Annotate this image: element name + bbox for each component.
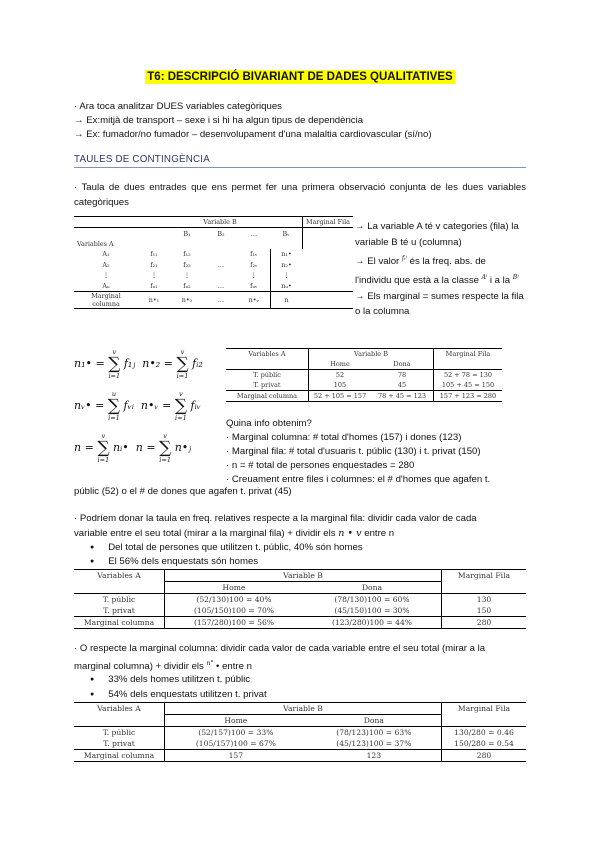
paragraph-relative-col-2: marginal columna) + dividir els $^{n^\circ}$ • entre n (74, 660, 252, 673)
t2-sub: Dona (371, 359, 434, 370)
title-text: T6: DESCRIPCIÓ BIVARIANT DE DADES QUALITATIVES (147, 71, 453, 83)
t3-cell: (78/130)100 = 60% (303, 594, 442, 606)
t2-cell: 78 (371, 370, 434, 381)
bullet-item: ● El 56% dels enquestats són homes (90, 556, 258, 567)
t1-footer-cell: n•ᵥ (238, 291, 270, 308)
t1-cell: A₂ (102, 260, 110, 269)
t3-h3: Marginal Fila (457, 571, 511, 581)
bullet-item: ● 54% dels enquestats utilitzen t. privat (90, 689, 267, 700)
info-item: · Creuament entre files i columnes: el # d'homes que agafen t. (226, 474, 491, 485)
info-block (226, 417, 526, 487)
t1-cell: f₁₂ (183, 250, 191, 259)
t1-cell: f₂₁ (150, 260, 158, 269)
info-item: · n = # total de persones enquestades = 280 (226, 460, 415, 471)
t1-cell: f₁ᵥ (238, 249, 270, 259)
t2-cell: 52 (335, 371, 345, 379)
t3-cell: T. públic (74, 594, 165, 606)
t4-sub: Dona (307, 715, 442, 727)
t3-footer: (157/280)100 = 56% (193, 618, 275, 627)
info-item: · Marginal fila: # total d'usuaris t. públic (130) i t. privat (150) (226, 446, 481, 457)
t3-footer: (123/280)100 = 44% (303, 617, 442, 629)
t1-cell: ⋮ (238, 270, 270, 280)
t2-footer: 157 + 123 = 280 (439, 392, 497, 400)
paragraph-relative-row-2: variable entre el seu total (mirar a la marginal fila) + dividir els n • v entre n (74, 528, 395, 539)
formula-block (74, 348, 203, 474)
t4-h2: Variable B (165, 703, 442, 715)
t4-footer: 157 (228, 751, 244, 760)
t3-sub: Home (165, 582, 304, 594)
notes-right (355, 219, 525, 320)
t3-h2: Variable B (165, 570, 442, 582)
t2-h2: Variable B (309, 349, 434, 360)
note-value: → El valor $^{fᵢʲ}$ és la freq. abs. de l'individu que està a la classe $^{A^i}$ i a la $^{Bʲ}$ (355, 254, 519, 286)
info-continuation: públic (52) o el # de dones que agafen t. privat (45) (74, 486, 292, 497)
t3-footer: 280 (476, 618, 492, 627)
intro-line-2: → Ex:mitjà de transport – sexe i si hi ha algun tipus de dependència (74, 115, 364, 126)
t1-header-marginal: Marginal Fila (306, 218, 350, 227)
t4-sub: Home (165, 715, 307, 727)
section-divider (74, 167, 526, 168)
formula-row-2: nᵥ• = u ∑ i=1 fᵥᵢ n•ᵥ = v ∑ i=1 fᵢᵥ (74, 390, 201, 422)
t2-h3: Marginal Fila (445, 350, 491, 358)
t3-cell: 150 (476, 606, 492, 615)
t2-cell: 52 + 78 = 130 (443, 371, 493, 379)
t1-cell: … (217, 281, 225, 290)
t1-cell (204, 270, 238, 280)
t1-cell: nᵤ• (281, 281, 292, 290)
paragraph-contingency: · Taula de dues entrades que ens permet fer una primera observació conjunta de les dues variables categòriques (74, 182, 526, 208)
t4-h1: Variables A (74, 703, 165, 715)
info-item: · Marginal columna: # total d'homes (157) i dones (123) (226, 432, 462, 443)
section-heading: TAULES DE CONTINGÈNCIA (74, 154, 210, 165)
t4-footer: 280 (476, 751, 492, 760)
formula-row-3: n = v ∑ i=1 nᵢ• n = v ∑ i=1 n•ⱼ (74, 432, 192, 464)
t1-row-var-a: Variables A (77, 239, 114, 248)
intro-line-1: · Ara toca analitzar DUES variables categòriques (74, 101, 282, 112)
t4-cell: (45/123)100 = 37% (307, 738, 442, 750)
intro-line-3: → Ex: fumador/no fumador – desenvolupament d'una malaltia cardiovascular (sí/no) (74, 129, 432, 140)
t4-cell: (105/157)100 = 67% (195, 739, 276, 748)
t1-col-dots: … (250, 229, 258, 238)
formula-row-1: n₁• = v ∑ i=1 f₁ⱼ n•₂ = v ∑ i=1 fᵢ₂ (74, 348, 203, 380)
t1-cell: f₁₁ (150, 250, 158, 259)
t1-cell: n₁• (281, 250, 292, 259)
t1-cell: fᵤ₁ (150, 281, 158, 290)
t1-cell: n₂• (281, 260, 292, 269)
t4-footer: 123 (307, 750, 442, 762)
relative-row-table (74, 569, 526, 629)
t2-cell: 105 + 45 = 150 (441, 381, 495, 389)
t4-cell: (52/157)100 = 33% (198, 728, 274, 737)
t2-cell: T. privat (226, 380, 309, 391)
note-marginal: → Els marginal = sumes respecte la fila o la columna (355, 290, 524, 318)
t1-cell: ⋮ (283, 271, 290, 280)
t4-cell: T. privat (74, 738, 165, 750)
t4-footer: Marginal columna (74, 750, 165, 762)
t3-cell: T. privat (74, 605, 165, 617)
t3-cell: (52/130)100 = 40% (196, 595, 272, 604)
page-title (0, 71, 600, 83)
t2-cell: T. públic (226, 370, 309, 381)
t1-cell: ⋮ (183, 271, 191, 280)
t4-cell: (78/123)100 = 63% (307, 727, 442, 739)
relative-column-table (74, 702, 526, 762)
t1-cell: ⋮ (150, 271, 158, 280)
t4-cell: 150/280 = 0.54 (454, 739, 514, 748)
example-absolute-table (226, 348, 502, 402)
t2-h1: Variables A (226, 349, 309, 360)
t3-cell: 130 (476, 595, 492, 604)
t1-footer-cell: n (284, 295, 289, 304)
t1-cell: fᵤᵥ (238, 280, 270, 291)
t3-sub: Dona (303, 582, 442, 594)
t1-cell: f₂ᵥ (238, 260, 270, 270)
t3-footer: Marginal columna (74, 617, 165, 629)
t2-sub: Home (330, 360, 350, 368)
t2-cell: 45 (371, 380, 434, 391)
t1-footer-cell: … (217, 295, 225, 304)
t2-cell: 105 (333, 381, 347, 389)
bullet-item: ● 33% dels homes utilitzen t. públic (90, 674, 250, 685)
t1-cell: Aᵤ (102, 281, 110, 290)
paragraph-relative-row-1: · Podríem donar la taula en freq. relatives respecte a la marginal fila: dividir cada valor de cada (74, 513, 477, 524)
paragraph-relative-col-1: · O respecte la marginal columna: dividir cada valor de cada variable entre el seu total (mirar a la (74, 643, 486, 654)
t2-footer: 52 + 105 = 157 (313, 392, 367, 400)
t1-col-bv: Bᵥ (270, 228, 303, 239)
generic-contingency-table (74, 216, 353, 309)
t1-cell: f₂₂ (183, 260, 191, 269)
t2-footer: Marginal columna (226, 391, 309, 402)
t1-header-var-b: Variable B (138, 217, 303, 228)
t1-cell: … (217, 260, 225, 269)
t3-cell: (105/150)100 = 70% (193, 606, 275, 615)
t4-h3: Marginal Fila (457, 704, 511, 714)
bullet-item: ● Del total de persones que utilitzen t. públic, 40% són homes (90, 542, 363, 553)
t3-cell: (45/150)100 = 30% (303, 605, 442, 617)
t1-footer-cell: n•₁ (148, 295, 160, 304)
t1-cell: fᵤ₂ (183, 281, 191, 290)
t1-footer-cell: Marginal columna (91, 291, 121, 308)
t2-footer: 78 + 45 = 123 (371, 391, 434, 402)
t1-footer-cell: n•₂ (181, 295, 193, 304)
t1-cell: ⋮ (102, 271, 110, 280)
t1-cell (204, 249, 238, 259)
note-variables: → La variable A té v categories (fila) la variable B té u (columna) (355, 221, 519, 248)
t1-col-b2: B₂ (217, 229, 225, 238)
info-question: Quina info obtenim? (226, 418, 312, 429)
t3-h1: Variables A (74, 570, 165, 582)
t4-cell: 130/280 = 0.46 (454, 728, 514, 737)
t4-cell: T. públic (74, 727, 165, 739)
t1-cell: A₁ (102, 250, 110, 259)
t1-col-b1: B₁ (183, 229, 191, 238)
